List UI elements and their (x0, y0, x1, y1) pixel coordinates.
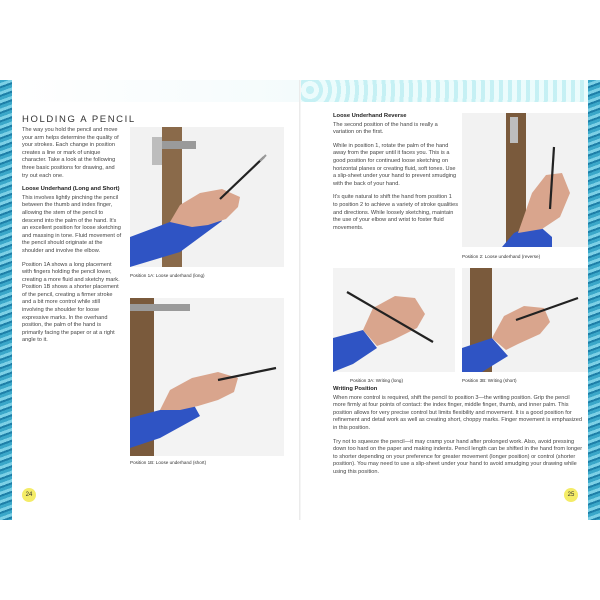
book-spread (0, 80, 600, 520)
hand-holding-pencil-illustration (130, 127, 284, 267)
section-paragraph: When more control is required, shift the pencil to position 3—the writing position. Grip the pencil more firmly at four points of contact: the index finger, middle finger, thumb, and inner palm. This position allows for very precise control but limits flexibility and movement. It is a good position for refinement and detail work as well as creating short, choppy marks. Finger movement is emphasized in this position. (333, 394, 583, 431)
section-heading-loose-underhand-reverse: Loose Underhand Reverse (333, 113, 407, 119)
header-band-left (12, 80, 300, 102)
right-text-column (333, 113, 458, 238)
section-paragraph: The second position of the hand is really a variation on the first. (333, 121, 438, 136)
section-paragraph: Position 1A shows a long placement with fingers holding the pencil lower, creating a more fluid and sketchy mark. Position 1B shows a shorter placement of the pencil, creating a firmer stroke and a bit more control while still involving the shoulder for loose expressive marks. In the overhand position, the palm of the hand is primarily facing the paper or at a right angle to it. (22, 261, 120, 344)
photo-position-1b (130, 298, 284, 456)
section-heading-writing-position: Writing Position (333, 386, 378, 392)
photo-position-3a (333, 268, 455, 372)
page-number-left: 24 (22, 488, 36, 502)
page-gutter (299, 80, 301, 520)
section-paragraph: While in position 1, rotate the palm of the hand away from the paper until it faces you. This is a good position for continued loose sketching on horizontal planes or creating fluid, soft tones. Use a slip-sheet under your hand to prevent smudging with the back of your hand. (333, 142, 457, 187)
header-band-right (300, 80, 588, 102)
page-number-right: 25 (564, 488, 578, 502)
section-heading-loose-underhand: Loose Underhand (Long and Short) (22, 186, 120, 193)
photo-caption: Position 1B: Loose underhand (short) (130, 460, 207, 465)
hand-holding-pencil-illustration (462, 268, 588, 372)
section-paragraph: This involves lightly pinching the pencil between the thumb and index finger, allowing the stem of the pencil to descend into the palm of the hand. It's an excellent position for loose sketching and massing in tone. Fluid movement of the pencil should originate at the shoulder and involve the elbow. (22, 194, 122, 254)
photo-caption: Position 3B: Writing (short) (462, 378, 517, 383)
photo-position-3b (462, 268, 588, 372)
section-paragraph: It's quite natural to shift the hand from position 1 to position 2 to achieve a variety of stroke qualities and directions. While loosely sketching, maintain the use of your elbow and wrist to foster fluid movements. (333, 194, 458, 231)
right-edge-decoration (588, 80, 600, 520)
photo-caption: Position 2: Loose underhand (reverse) (462, 254, 541, 259)
photo-position-1a (130, 127, 284, 267)
writing-position-section (333, 386, 583, 483)
photo-caption: Position 3A: Writing (long) (350, 378, 404, 383)
left-text-column (22, 127, 122, 351)
hand-holding-pencil-illustration (130, 298, 284, 456)
photo-caption: Position 1A: Loose underhand (long) (130, 273, 205, 278)
intro-paragraph: The way you hold the pencil and move your arm helps determine the quality of your strokes. Each change in position creates a line or mark of unique character. Take a look at the following three basic positions for drawing, and try out each one. (22, 127, 119, 179)
hand-holding-pencil-illustration (333, 268, 455, 372)
section-paragraph: Try not to squeeze the pencil—it may cramp your hand after prolonged work. Also, avoid pressing down too hard on the paper and making indents. Pencil length can be shifted in the hand from longer to shorter depending on your preference for greater movement (longer position) or control (shorter position). You may need to use a slip-sheet under your hand to avoid smudging your drawing while using this position. (333, 438, 583, 475)
page-title: HOLDING A PENCIL (22, 114, 136, 125)
hand-holding-pencil-illustration (462, 113, 588, 247)
left-edge-decoration (0, 80, 12, 520)
photo-position-2 (462, 113, 588, 247)
